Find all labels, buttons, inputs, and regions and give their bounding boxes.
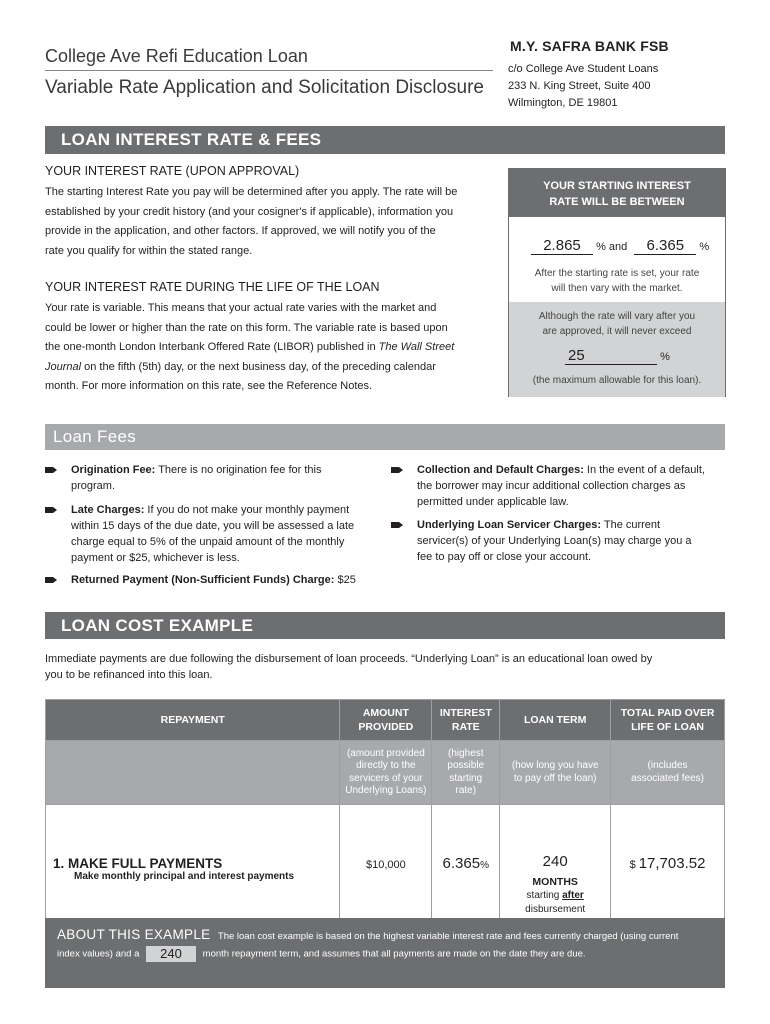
rate-box-heading-line: YOUR STARTING INTEREST — [543, 180, 691, 192]
about-heading: ABOUT THIS EXAMPLE — [57, 927, 211, 942]
fee-label: Origination Fee: — [71, 464, 156, 476]
subheader-line: associated fees) — [631, 772, 704, 784]
term-unit: MONTHS — [532, 875, 578, 888]
note-line: Although the rate will vary after you — [538, 311, 696, 322]
address-line: 233 N. King Street, Suite 400 — [508, 80, 651, 92]
term-note-line: disbursement — [525, 903, 586, 915]
paragraph-text: the one-month London Interbank Offered Rate (LIBOR) published in — [45, 341, 379, 353]
intro-line: you to be refinanced into this loan. — [45, 669, 213, 681]
paragraph-line — [45, 358, 497, 378]
rate-box-heading — [509, 169, 725, 217]
column-header-rate — [432, 700, 500, 741]
fee-line: payment or $25, whichever is less. — [71, 552, 240, 564]
fee-line: the borrower may incur additional collection charges as — [417, 480, 686, 492]
table-subheader-row — [46, 741, 725, 805]
fee-text: If you do not make your monthly payment — [144, 504, 350, 516]
paragraph-line: established by your credit history (and your cosigner's if applicable), information you — [45, 205, 454, 218]
rate-cap-note — [509, 302, 725, 339]
header-line: PROVIDED — [358, 721, 414, 733]
subheader-line: servicers of your — [349, 772, 423, 784]
about-text: index values) and a — [57, 948, 140, 960]
fee-collection-default — [391, 462, 726, 510]
publication-name: Journal — [45, 360, 82, 373]
address-line: Wilmington, DE 19801 — [508, 97, 618, 109]
header-line: AMOUNT — [362, 707, 409, 719]
max-rate: 6.365 — [634, 237, 696, 255]
paragraph-line: rate you qualify for within the stated range. — [45, 244, 253, 257]
about-text: month repayment term, and assumes that all payments are made on the date they are due. — [202, 948, 586, 960]
amount-cell: $10,000 — [340, 805, 432, 921]
title-divider — [45, 70, 493, 71]
section-header-loan-fees: Loan Fees — [45, 424, 725, 450]
fee-returned-payment — [45, 572, 385, 588]
life-of-loan-paragraph — [45, 299, 497, 397]
rate-value: 6.365 — [442, 855, 481, 872]
paragraph-text: on the fifth (5th) day, or the next business day, of the preceding calendar — [81, 360, 436, 373]
fee-line — [71, 502, 385, 518]
fee-label: Collection and Default Charges: — [417, 464, 584, 476]
fee-text: There is no origination fee for this — [155, 464, 322, 476]
max-allowable-rate — [565, 347, 670, 365]
total-currency: $ — [629, 859, 636, 871]
about-example-box — [45, 918, 725, 988]
fee-text: The current — [601, 519, 661, 531]
rate-box-heading-line: RATE WILL BE BETWEEN — [549, 196, 685, 208]
term-note-emphasis: after — [562, 889, 584, 901]
fee-label: Returned Payment (Non-Sufficient Funds) Charge: — [71, 574, 335, 586]
fee-origination — [45, 462, 385, 494]
arrow-bullet-icon — [45, 576, 58, 584]
fee-servicer-charges — [391, 517, 726, 565]
total-value: 17,703.52 — [638, 855, 706, 872]
starting-rate-box — [508, 168, 726, 397]
header-line: LIFE OF LOAN — [631, 721, 705, 733]
column-header-amount — [340, 700, 432, 741]
paragraph-line: month. For more information on this rate, see the Reference Notes. — [45, 380, 373, 392]
note-line: After the starting rate is set, your rate — [534, 268, 700, 279]
bank-name: M.Y. SAFRA BANK FSB — [510, 38, 669, 54]
header-line: INTEREST — [439, 707, 492, 719]
paragraph-line: The starting Interest Rate you pay will be determined after you apply. The rate will be — [45, 186, 458, 198]
life-of-loan-heading: YOUR INTEREST RATE DURING THE LIFE OF THE LOAN — [45, 280, 380, 294]
arrow-bullet-icon — [391, 466, 404, 474]
subheader-line: (includes — [647, 760, 688, 771]
subheader-term — [500, 741, 611, 805]
paragraph-line: provide in the application, and other factors. If approved, we will notify you of the — [45, 225, 436, 237]
header-line: RATE — [451, 721, 480, 733]
subheader-amount — [340, 741, 432, 805]
column-header-total — [611, 700, 725, 741]
table-row — [46, 805, 725, 921]
note-line: are approved, it will never exceed — [542, 326, 692, 337]
fee-line: permitted under applicable law. — [417, 496, 569, 508]
term-cell — [500, 805, 611, 921]
fee-line — [71, 462, 385, 478]
rate-range — [531, 237, 709, 255]
min-rate: 2.865 — [531, 237, 593, 255]
section-header-interest-rate: LOAN INTEREST RATE & FEES — [45, 126, 725, 154]
percent-sign: % — [660, 351, 670, 363]
fee-text: In the event of a default, — [583, 464, 705, 476]
loan-cost-intro — [45, 651, 725, 683]
subheader-rate — [432, 741, 500, 805]
column-header-term: LOAN TERM — [500, 700, 611, 741]
approval-paragraph — [45, 183, 497, 261]
max-allowable-value: 25 — [565, 347, 657, 365]
max-allowable-note: (the maximum allowable for this loan). — [532, 375, 702, 386]
address-line: c/o College Ave Student Loans — [508, 63, 659, 75]
fee-line — [417, 517, 726, 533]
column-header-repayment: REPAYMENT — [46, 700, 340, 741]
fee-line: within 15 days of the due date, you will be assessed a late — [71, 520, 355, 532]
fee-label: Late Charges: — [71, 504, 145, 516]
fee-label: Underlying Loan Servicer Charges: — [417, 519, 601, 531]
note-line: will then vary with the market. — [551, 283, 683, 294]
arrow-bullet-icon — [45, 506, 58, 514]
fee-line: program. — [71, 480, 116, 492]
term-value: 240 — [542, 852, 568, 870]
bank-address — [508, 61, 658, 112]
fee-line: servicer(s) of your Underlying Loan(s) may charge you a — [417, 535, 692, 547]
arrow-bullet-icon — [391, 521, 404, 529]
paragraph-line: Your rate is variable. This means that your actual rate varies with the market and — [45, 302, 437, 314]
document-title: College Ave Refi Education Loan — [45, 46, 308, 66]
fee-late-charges — [45, 502, 385, 566]
about-line-1 — [57, 926, 678, 944]
and-label: % and — [596, 241, 628, 253]
fee-line — [71, 572, 385, 588]
subheader-line: (how long you have — [511, 760, 599, 771]
arrow-bullet-icon — [45, 466, 58, 474]
repayment-subtitle: Make monthly principal and interest payments — [74, 870, 295, 882]
section-header-loan-cost: LOAN COST EXAMPLE — [45, 612, 725, 639]
rate-cap-box — [509, 302, 725, 397]
publication-name: The Wall Street — [378, 341, 455, 353]
term-note — [500, 889, 610, 903]
about-months-value: 240 — [146, 946, 196, 962]
subheader-total — [611, 741, 725, 805]
repayment-cell — [46, 805, 340, 921]
subheader-line: Underlying Loans) — [345, 785, 427, 796]
approval-heading: YOUR INTEREST RATE (UPON APPROVAL) — [45, 164, 300, 178]
fee-line: charge equal to 5% of the unpaid amount of the monthly — [71, 536, 345, 548]
rate-cell — [432, 805, 500, 921]
subheader-line: (amount provided — [346, 747, 425, 759]
subheader-line: (highest — [447, 747, 484, 759]
fee-line: fee to pay off or close your account. — [417, 551, 592, 563]
about-line-2 — [57, 946, 586, 962]
subheader-line: starting — [449, 772, 483, 784]
about-text: The loan cost example is based on the highest variable interest rate and fees currently charged (using current — [217, 931, 679, 942]
subheader-repayment — [46, 741, 340, 805]
rate-vary-note — [509, 266, 725, 296]
loan-cost-table — [45, 699, 725, 921]
paragraph-line — [45, 338, 497, 358]
header-line: TOTAL PAID OVER — [620, 707, 715, 719]
fee-line — [417, 462, 726, 478]
total-cell — [611, 805, 725, 921]
subheader-line: possible — [447, 760, 485, 771]
table-header-row — [46, 700, 725, 741]
repayment-title: 1. MAKE FULL PAYMENTS — [53, 855, 223, 871]
intro-line: Immediate payments are due following the disbursement of loan proceeds. “Underlying Loan” is an educational loan owed by — [45, 653, 653, 665]
rate-percent: % — [480, 860, 489, 871]
percent-sign: % — [699, 241, 710, 253]
subheader-line: rate) — [455, 785, 477, 796]
term-note-text: starting — [526, 889, 563, 901]
subheader-line: directly to the — [356, 760, 416, 771]
subheader-line: to pay off the loan) — [513, 772, 597, 784]
paragraph-line: could be lower or higher than the rate on this form. The variable rate is based upon — [45, 321, 448, 334]
fee-text: $25 — [334, 574, 356, 586]
document-subtitle: Variable Rate Application and Solicitation Disclosure — [45, 77, 485, 98]
